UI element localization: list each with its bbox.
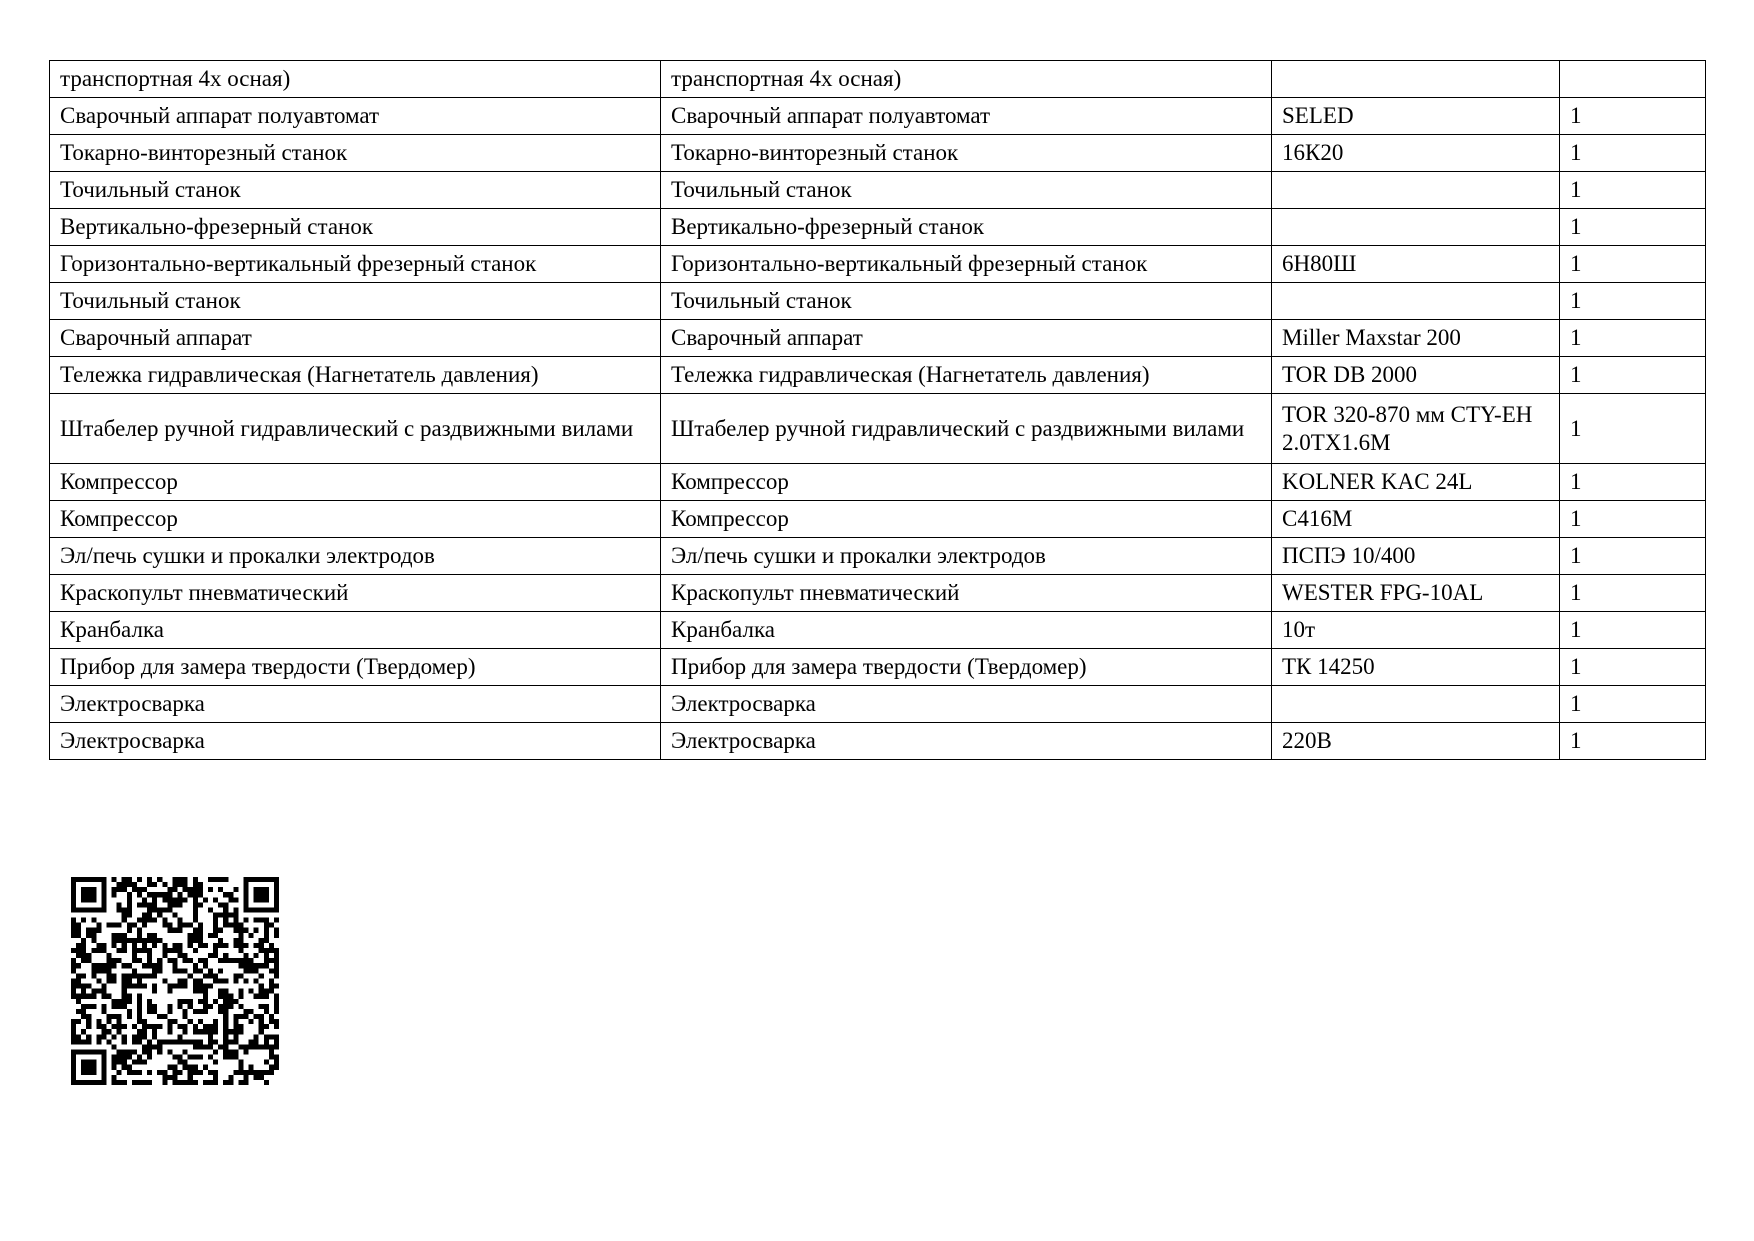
table-cell-name: Горизонтально-вертикальный фрезерный станок (50, 246, 661, 283)
table-cell-quantity: 1 (1560, 135, 1706, 172)
table-cell-model: ПСПЭ 10/400 (1272, 538, 1560, 575)
table-row (50, 394, 1706, 464)
table-row (50, 612, 1706, 649)
table-cell-model (1272, 61, 1560, 98)
table-cell-name: Прибор для замера твердости (Твердомер) (50, 649, 661, 686)
table-cell-name: транспортная 4х осная) (50, 61, 661, 98)
table-cell-model: SELED (1272, 98, 1560, 135)
table-cell-quantity (1560, 61, 1706, 98)
table-cell-description: Штабелер ручной гидравлический с раздвижными вилами (661, 394, 1272, 464)
table-cell-name: Сварочный аппарат полуавтомат (50, 98, 661, 135)
table-cell-name: Штабелер ручной гидравлический с раздвижными вилами (50, 394, 661, 464)
table-cell-name: Сварочный аппарат (50, 320, 661, 357)
table-row (50, 135, 1706, 172)
table-cell-model: 6Н80Ш (1272, 246, 1560, 283)
table-cell-quantity: 1 (1560, 283, 1706, 320)
table-cell-model (1272, 283, 1560, 320)
table-cell-name: Кранбалка (50, 612, 661, 649)
table-cell-description: Эл/печь сушки и прокалки электродов (661, 538, 1272, 575)
table-cell-description: Горизонтально-вертикальный фрезерный станок (661, 246, 1272, 283)
table-cell-description: Компрессор (661, 501, 1272, 538)
table-cell-model (1272, 686, 1560, 723)
table-cell-name: Электросварка (50, 723, 661, 760)
table-cell-description: Электросварка (661, 686, 1272, 723)
table-row (50, 357, 1706, 394)
table-row (50, 98, 1706, 135)
table-cell-description: Вертикально-фрезерный станок (661, 209, 1272, 246)
table-cell-quantity: 1 (1560, 575, 1706, 612)
table-cell-description: транспортная 4х осная) (661, 61, 1272, 98)
table-cell-model: 16К20 (1272, 135, 1560, 172)
table-cell-quantity: 1 (1560, 649, 1706, 686)
table-cell-description: Краскопульт пневматический (661, 575, 1272, 612)
table-cell-description: Точильный станок (661, 172, 1272, 209)
table-cell-model: Miller Maxstar 200 (1272, 320, 1560, 357)
table-cell-name: Токарно-винторезный станок (50, 135, 661, 172)
qr-code-icon (71, 877, 279, 1085)
table-cell-model: WESTER FPG-10AL (1272, 575, 1560, 612)
table-cell-description: Тележка гидравлическая (Нагнетатель давления) (661, 357, 1272, 394)
table-cell-name: Компрессор (50, 464, 661, 501)
table-cell-quantity: 1 (1560, 501, 1706, 538)
table-row (50, 723, 1706, 760)
table-row (50, 209, 1706, 246)
table-row (50, 686, 1706, 723)
table-cell-name: Тележка гидравлическая (Нагнетатель давления) (50, 357, 661, 394)
table-cell-model: KOLNER KAC 24L (1272, 464, 1560, 501)
table-row (50, 575, 1706, 612)
table-row (50, 283, 1706, 320)
table-cell-model: 220В (1272, 723, 1560, 760)
table-cell-model (1272, 209, 1560, 246)
table-cell-description: Точильный станок (661, 283, 1272, 320)
table-row (50, 464, 1706, 501)
table-cell-quantity: 1 (1560, 394, 1706, 464)
table-cell-quantity: 1 (1560, 320, 1706, 357)
table-cell-name: Точильный станок (50, 172, 661, 209)
table-cell-description: Сварочный аппарат (661, 320, 1272, 357)
table-cell-quantity: 1 (1560, 723, 1706, 760)
equipment-table (49, 60, 1706, 760)
table-row (50, 649, 1706, 686)
table-cell-name: Электросварка (50, 686, 661, 723)
table-cell-model: 10т (1272, 612, 1560, 649)
table-row (50, 172, 1706, 209)
table-row (50, 320, 1706, 357)
table-cell-name: Точильный станок (50, 283, 661, 320)
table-cell-model: ТК 14250 (1272, 649, 1560, 686)
table-cell-description: Электросварка (661, 723, 1272, 760)
table-cell-name: Вертикально-фрезерный станок (50, 209, 661, 246)
table-cell-model: TOR 320-870 мм CTY-EH 2.0TX1.6M (1272, 394, 1560, 464)
table-row (50, 501, 1706, 538)
table-cell-quantity: 1 (1560, 172, 1706, 209)
table-cell-quantity: 1 (1560, 464, 1706, 501)
table-cell-description: Кранбалка (661, 612, 1272, 649)
table-cell-name: Краскопульт пневматический (50, 575, 661, 612)
table-cell-model: С416М (1272, 501, 1560, 538)
table-cell-description: Сварочный аппарат полуавтомат (661, 98, 1272, 135)
table-cell-quantity: 1 (1560, 357, 1706, 394)
table-cell-quantity: 1 (1560, 246, 1706, 283)
table-cell-model (1272, 172, 1560, 209)
table-cell-quantity: 1 (1560, 98, 1706, 135)
table-cell-quantity: 1 (1560, 612, 1706, 649)
table-cell-name: Компрессор (50, 501, 661, 538)
table-cell-description: Компрессор (661, 464, 1272, 501)
table-cell-description: Токарно-винторезный станок (661, 135, 1272, 172)
table-row (50, 538, 1706, 575)
table-cell-name: Эл/печь сушки и прокалки электродов (50, 538, 661, 575)
table-cell-quantity: 1 (1560, 209, 1706, 246)
table-cell-quantity: 1 (1560, 686, 1706, 723)
table-cell-description: Прибор для замера твердости (Твердомер) (661, 649, 1272, 686)
table-cell-quantity: 1 (1560, 538, 1706, 575)
table-row (50, 246, 1706, 283)
table-cell-model: TOR DB 2000 (1272, 357, 1560, 394)
table-row (50, 61, 1706, 98)
